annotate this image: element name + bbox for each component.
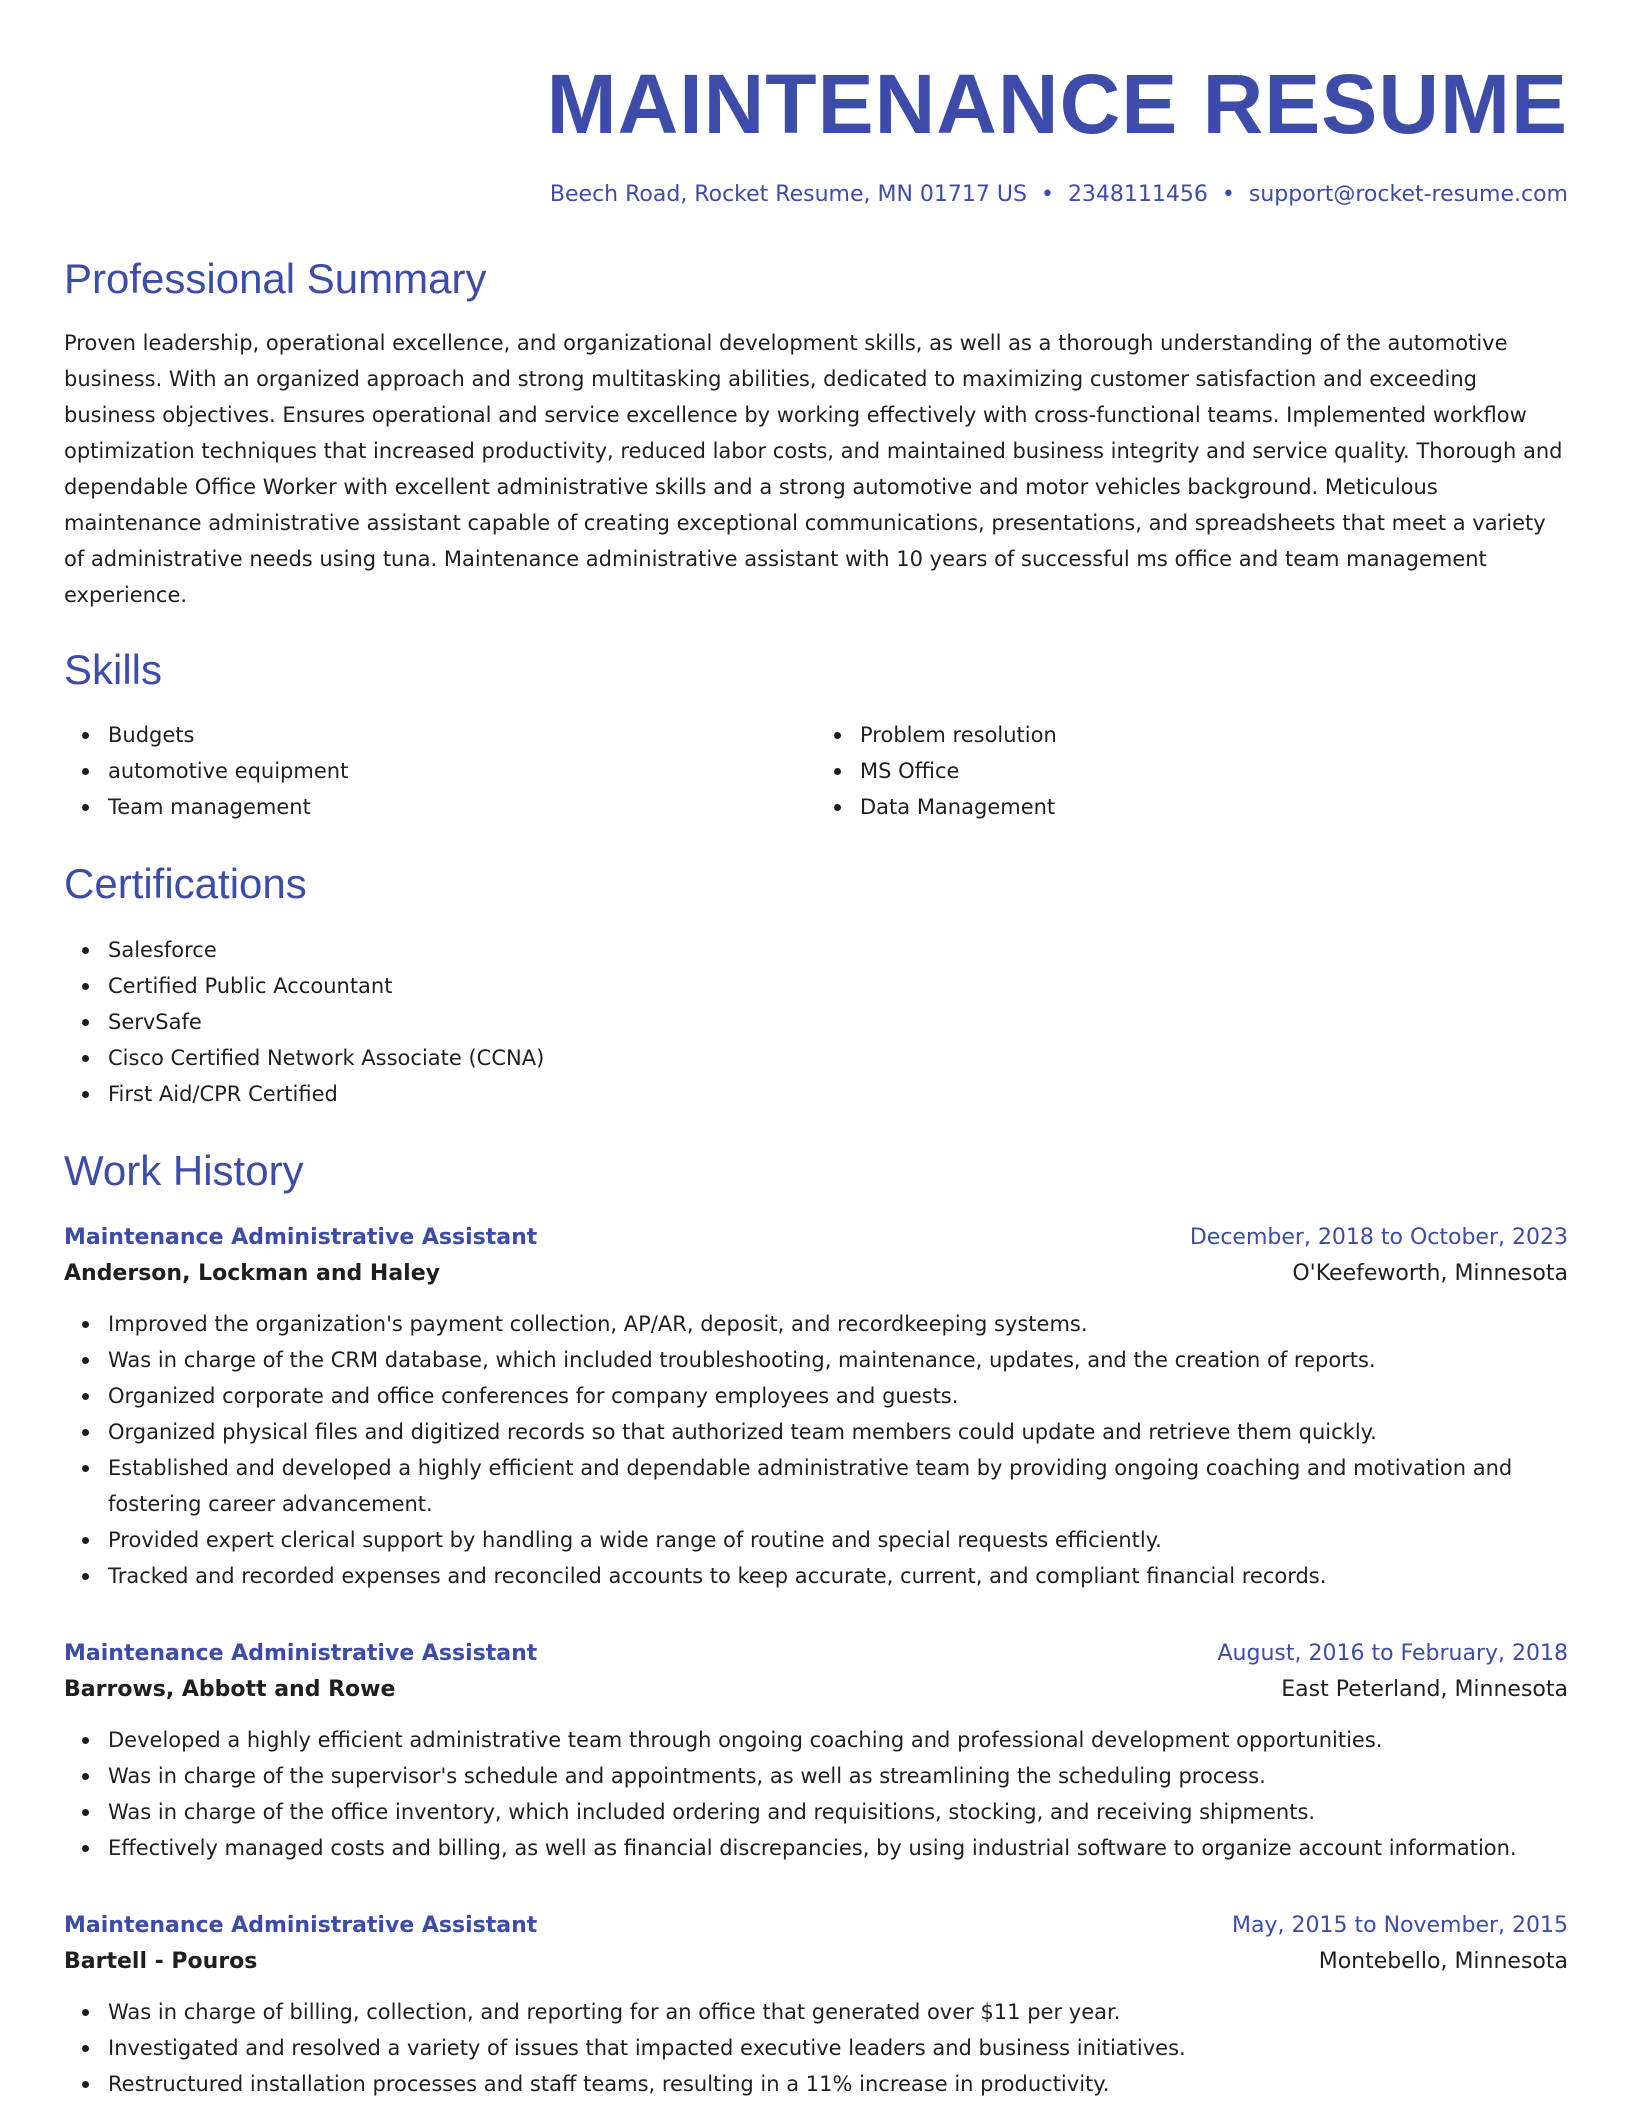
- job-entry: [64, 1220, 1568, 1594]
- job-duty: Investigated and resolved a variety of issues that impacted executive leaders and business initiatives.: [108, 2030, 1568, 2066]
- job-duties-list: [64, 1994, 1568, 2102]
- certification-item: ServSafe: [108, 1004, 1568, 1040]
- certifications-list: [64, 932, 1568, 1112]
- job-entry: [64, 1908, 1568, 2102]
- job-title: Maintenance Administrative Assistant: [64, 1224, 538, 1250]
- skill-item: Data Management: [860, 789, 1568, 825]
- contact-separator: •: [1040, 182, 1054, 207]
- job-duty: Improved the organization's payment collection, AP/AR, deposit, and recordkeeping systems.: [108, 1306, 1568, 1342]
- job-company: Barrows, Abbott and Rowe: [64, 1676, 396, 1702]
- job-entry: [64, 1636, 1568, 1866]
- job-dates: August, 2016 to February, 2018: [1217, 1640, 1568, 1666]
- skills-grid: [64, 717, 1568, 825]
- skill-item: MS Office: [860, 753, 1568, 789]
- summary-heading: Professional Summary: [64, 255, 487, 303]
- job-duty: Established and developed a highly efficient and dependable administrative team by providing ongoing coaching and motivation and fostering career advancement.: [108, 1450, 1568, 1522]
- contact-line: [64, 182, 1568, 208]
- skill-item: Budgets: [108, 717, 816, 753]
- job-duty: Was in charge of the supervisor's schedule and appointments, as well as streamlining the scheduling process.: [108, 1758, 1568, 1794]
- job-duty: Developed a highly efficient administrative team through ongoing coaching and professional development opportunities.: [108, 1722, 1568, 1758]
- summary-text: Proven leadership, operational excellence, and organizational development skills, as well as a thorough understanding of the automotive business. With an organized approach and strong multitasking abilities, dedicated to maximizing customer satisfaction and exceeding business objectives. Ensures operational and service excellence by working effectively with cross-functional teams. Implemented workflow optimization techniques that increased productivity, reduced labor costs, and maintained business integrity and service quality. Thorough and dependable Office Worker with excellent administrative skills and a strong automotive and motor vehicles background. Meticulous maintenance administrative assistant capable of creating exceptional communications, presentations, and spreadsheets that meet a variety of administrative needs using tuna. Maintenance administrative assistant with 10 years of successful ms office and team management experience.: [64, 330, 1563, 607]
- job-company: Anderson, Lockman and Haley: [64, 1260, 440, 1286]
- contact-phone: 2348111456: [1067, 182, 1208, 207]
- job-location: East Peterland, Minnesota: [1281, 1676, 1568, 1702]
- contact-separator: •: [1221, 182, 1235, 207]
- skill-item: Team management: [108, 789, 816, 825]
- job-header-row: [64, 1636, 1568, 1672]
- job-duty: Was in charge of the office inventory, which included ordering and requisitions, stocking, and receiving shipments.: [108, 1794, 1568, 1830]
- certification-item: Certified Public Accountant: [108, 968, 1568, 1004]
- job-title: Maintenance Administrative Assistant: [64, 1640, 538, 1666]
- job-dates: December, 2018 to October, 2023: [1189, 1224, 1568, 1250]
- resume-title: MAINTENANCE RESUME: [546, 57, 1568, 151]
- skills-list-left: [64, 717, 816, 825]
- job-header-row: [64, 1908, 1568, 1944]
- job-duties-list: [64, 1306, 1568, 1594]
- skills-list-right: [816, 717, 1568, 825]
- certification-item: Salesforce: [108, 932, 1568, 968]
- certification-item: Cisco Certified Network Associate (CCNA): [108, 1040, 1568, 1076]
- job-company-row: [64, 1256, 1568, 1292]
- job-location: O'Keefeworth, Minnesota: [1292, 1260, 1568, 1286]
- job-duty: Restructured installation processes and staff teams, resulting in a 11% increase in productivity.: [108, 2066, 1568, 2102]
- certifications-heading: Certifications: [64, 860, 307, 908]
- job-location: Montebello, Minnesota: [1318, 1948, 1568, 1974]
- skills-heading: Skills: [64, 645, 163, 693]
- job-header-row: [64, 1220, 1568, 1256]
- job-duty: Effectively managed costs and billing, as well as financial discrepancies, by using industrial software to organize account information.: [108, 1830, 1568, 1866]
- job-title: Maintenance Administrative Assistant: [64, 1912, 538, 1938]
- skill-item: automotive equipment: [108, 753, 816, 789]
- contact-address: Beech Road, Rocket Resume, MN 01717 US: [549, 182, 1027, 207]
- job-duty: Tracked and recorded expenses and reconciled accounts to keep accurate, current, and compliant financial records.: [108, 1558, 1568, 1594]
- job-company: Bartell - Pouros: [64, 1948, 258, 1974]
- contact-email: support@rocket-resume.com: [1248, 182, 1568, 207]
- job-duty: Organized physical files and digitized records so that authorized team members could update and retrieve them quickly.: [108, 1414, 1568, 1450]
- job-duty: Organized corporate and office conferences for company employees and guests.: [108, 1378, 1568, 1414]
- job-company-row: [64, 1672, 1568, 1708]
- job-duty: Provided expert clerical support by handling a wide range of routine and special requests efficiently.: [108, 1522, 1568, 1558]
- skill-item: Problem resolution: [860, 717, 1568, 753]
- work-history-heading: Work History: [64, 1146, 304, 1194]
- job-duty: Was in charge of billing, collection, and reporting for an office that generated over $11 per year.: [108, 1994, 1568, 2030]
- job-dates: May, 2015 to November, 2015: [1232, 1912, 1568, 1938]
- job-duties-list: [64, 1722, 1568, 1866]
- job-duty: Was in charge of the CRM database, which included troubleshooting, maintenance, updates, and the creation of reports.: [108, 1342, 1568, 1378]
- job-company-row: [64, 1944, 1568, 1980]
- certification-item: First Aid/CPR Certified: [108, 1076, 1568, 1112]
